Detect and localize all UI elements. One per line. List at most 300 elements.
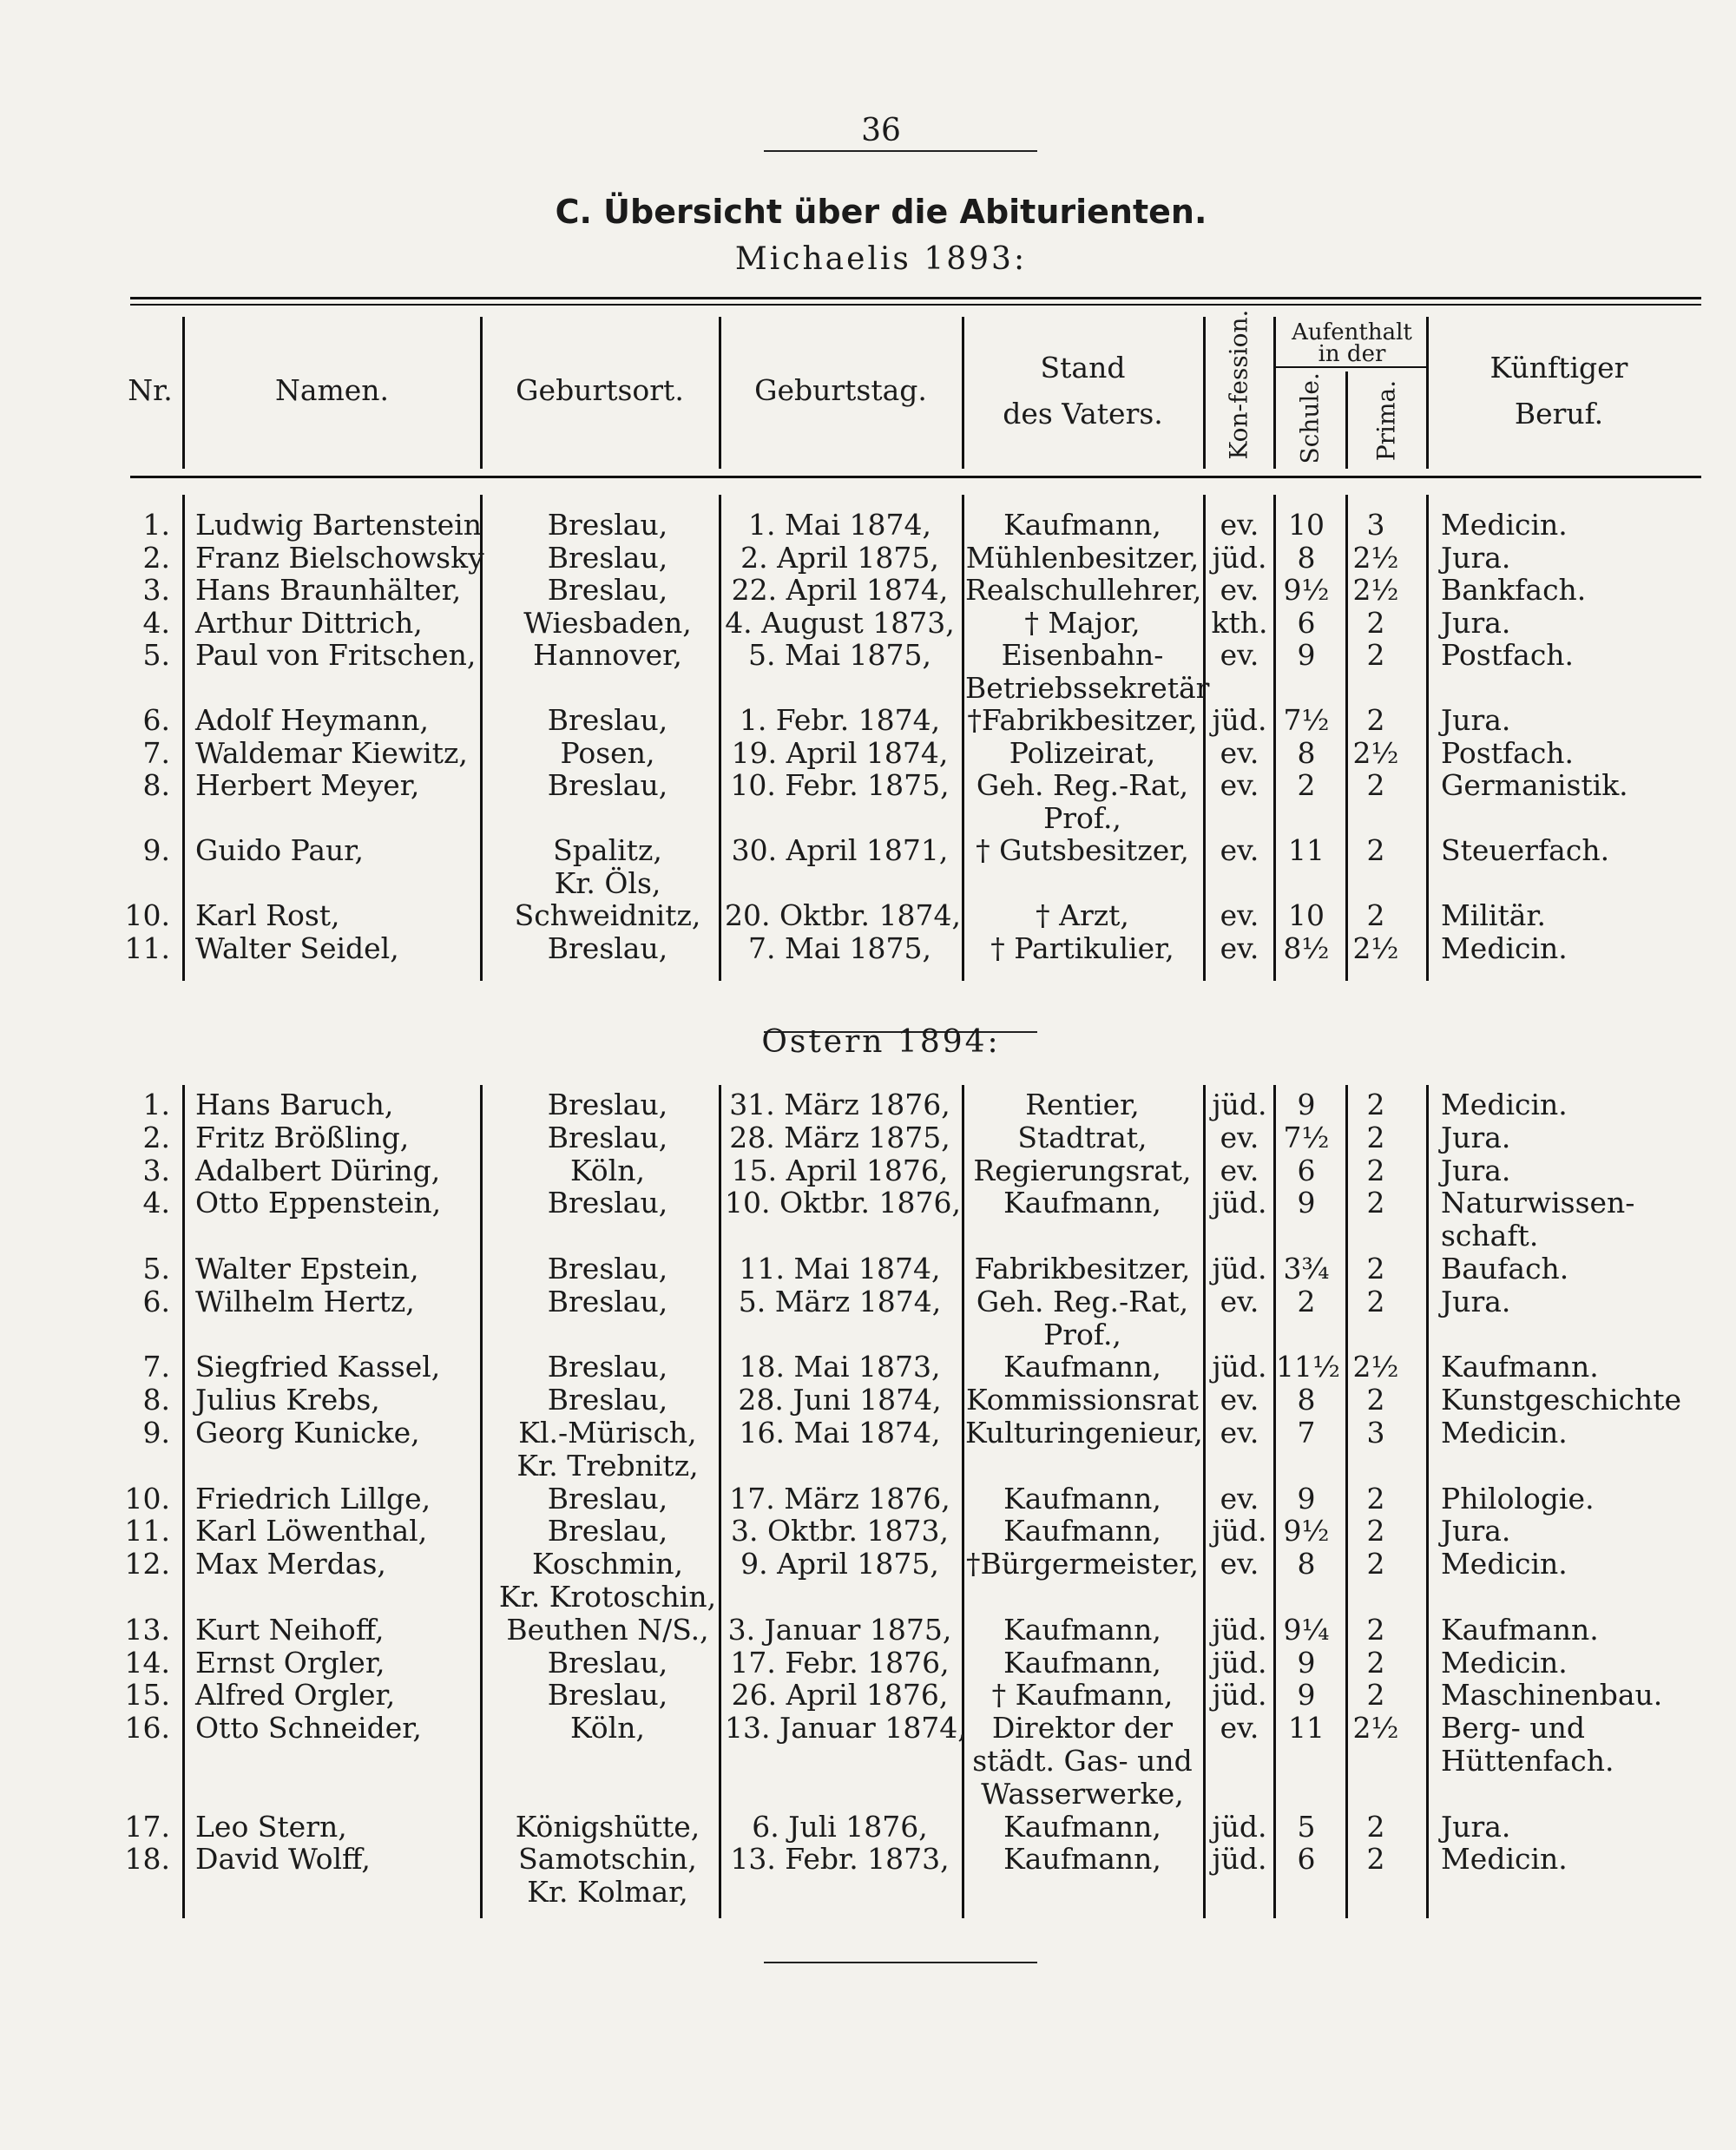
student-name: Georg Kunicke, <box>195 1416 420 1450</box>
header-beruf-line2: Beruf. <box>1514 397 1604 431</box>
future-profession: Jura. <box>1441 1514 1511 1548</box>
row-number: 2. <box>142 540 170 575</box>
student-name: Wilhelm Hertz, <box>195 1284 415 1318</box>
row-number: 5. <box>142 1252 170 1285</box>
birthplace: Schweidnitz, <box>514 898 701 932</box>
row-number: 9. <box>142 833 170 867</box>
header-nr: Nr. <box>128 373 173 407</box>
row-number: 4. <box>142 605 170 640</box>
years-prima: 2½ <box>1352 735 1399 770</box>
row-number: 13. <box>124 1612 170 1647</box>
birthplace: Breslau, <box>547 1383 668 1417</box>
future-profession: Postfach. <box>1441 638 1575 672</box>
confession: jüd. <box>1212 1350 1267 1384</box>
header-beruf-line1: Künftiger <box>1489 351 1628 385</box>
birthplace: Köln, <box>570 1153 645 1187</box>
header-aufenthalt-line1: Aufenthalt <box>1292 319 1412 345</box>
future-profession: Germanistik. <box>1441 768 1628 802</box>
birthdate: 19. April 1874, <box>731 735 949 770</box>
father-occupation: Fabrikbesitzer, <box>974 1252 1191 1285</box>
birthplace: Breslau, <box>547 1186 668 1220</box>
table-row <box>0 1546 1736 1582</box>
row-number: 10. <box>124 898 170 932</box>
confession: jüd. <box>1212 1514 1267 1548</box>
page-number-rule <box>764 150 1037 152</box>
birthplace: Breslau, <box>547 768 668 802</box>
birthdate: 6. Juli 1876, <box>752 1809 928 1844</box>
header-bottom-rule <box>130 476 1701 478</box>
father-occupation: Mühlenbesitzer, <box>965 540 1200 575</box>
years-school: 6 <box>1297 1153 1316 1187</box>
birthplace: Kr. Kolmar, <box>527 1875 688 1910</box>
student-name: Walter Seidel, <box>195 930 399 965</box>
birthdate: 28. Juni 1874, <box>738 1383 942 1417</box>
years-prima: 2½ <box>1352 540 1399 575</box>
father-occupation: Regierungsrat, <box>973 1153 1192 1187</box>
table-row <box>0 670 1736 707</box>
years-school: 7½ <box>1283 703 1330 737</box>
student-name: Siegfried Kassel, <box>195 1350 441 1384</box>
birthplace: Spalitz, <box>553 833 662 867</box>
years-prima: 2 <box>1366 1547 1385 1581</box>
birthplace: Wiesbaden, <box>523 605 692 640</box>
row-number: 11. <box>124 930 170 965</box>
father-occupation: Kulturingenieur, <box>965 1416 1203 1450</box>
years-prima: 2½ <box>1352 1350 1399 1384</box>
birthdate: 15. April 1876, <box>731 1153 949 1187</box>
table-row <box>0 1579 1736 1615</box>
father-occupation: Kaufmann, <box>1003 1186 1161 1220</box>
father-occupation: Rentier, <box>1025 1088 1140 1121</box>
birthdate: 5. Mai 1875, <box>748 638 931 672</box>
row-number: 7. <box>142 1350 170 1384</box>
years-prima: 2 <box>1366 1612 1385 1647</box>
confession: jüd. <box>1212 1645 1267 1680</box>
table-row <box>0 1120 1736 1156</box>
years-prima: 2 <box>1366 768 1385 802</box>
father-occupation: Direktor der <box>991 1711 1174 1746</box>
confession: ev. <box>1220 638 1259 672</box>
birthdate: 13. Januar 1874, <box>725 1711 967 1746</box>
confession: jüd. <box>1212 1612 1267 1647</box>
header-prima: Prima. <box>1371 379 1401 462</box>
page-number: 36 <box>861 113 901 148</box>
years-prima: 2½ <box>1352 930 1399 965</box>
table-row <box>0 897 1736 934</box>
years-school: 7 <box>1297 1416 1316 1450</box>
col-divider-stand <box>1203 317 1206 469</box>
row-number: 16. <box>124 1711 170 1746</box>
years-prima: 3 <box>1366 1416 1385 1450</box>
student-name: Otto Eppenstein, <box>195 1186 442 1220</box>
header-name: Namen. <box>274 373 390 407</box>
birthplace: Breslau, <box>547 1645 668 1680</box>
confession: kth. <box>1211 605 1268 640</box>
years-school: 8 <box>1297 1383 1316 1417</box>
father-occupation: † Major, <box>1024 605 1141 640</box>
future-profession: Naturwissen- <box>1441 1186 1635 1220</box>
table-row <box>0 767 1736 804</box>
row-number: 3. <box>142 573 170 607</box>
birthplace: Kr. Öls, <box>554 865 661 900</box>
birthdate: 18. Mai 1873, <box>739 1350 941 1384</box>
birthdate: 16. Mai 1874, <box>739 1416 941 1450</box>
table-row <box>0 1153 1736 1189</box>
header-schule: Schule. <box>1295 372 1325 464</box>
father-occupation: Geh. Reg.-Rat, <box>976 768 1189 802</box>
birthplace: Breslau, <box>547 703 668 737</box>
confession: ev. <box>1220 930 1259 965</box>
father-occupation: Kaufmann, <box>1003 1645 1161 1680</box>
student-name: Walter Epstein, <box>195 1252 419 1285</box>
row-number: 8. <box>142 1383 170 1417</box>
student-name: Karl Löwenthal, <box>195 1514 428 1548</box>
table-row <box>0 540 1736 576</box>
birthdate: 5. März 1874, <box>738 1284 942 1318</box>
confession: jüd. <box>1212 1186 1267 1220</box>
confession: jüd. <box>1212 1252 1267 1285</box>
table-row <box>0 1087 1736 1123</box>
table-row <box>0 1710 1736 1746</box>
confession: ev. <box>1220 833 1259 867</box>
father-occupation: † Gutsbesitzer, <box>976 833 1189 867</box>
section-heading-ostern: Ostern 1894: <box>761 1024 1001 1060</box>
row-number: 15. <box>124 1678 170 1713</box>
years-prima: 2 <box>1366 1284 1385 1318</box>
birthdate: 7. Mai 1875, <box>748 930 931 965</box>
table-row <box>0 735 1736 772</box>
future-profession: Baufach. <box>1441 1252 1569 1285</box>
birthplace: Breslau, <box>547 1514 668 1548</box>
row-number: 17. <box>124 1809 170 1844</box>
birthdate: 4. August 1873, <box>725 605 955 640</box>
years-prima: 2 <box>1366 1120 1385 1154</box>
student-name: Hans Baruch, <box>195 1088 394 1121</box>
future-profession: Medicin. <box>1441 930 1568 965</box>
confession: ev. <box>1220 1284 1259 1318</box>
student-name: Friedrich Lillge, <box>195 1481 431 1516</box>
row-number: 9. <box>142 1416 170 1450</box>
years-prima: 2 <box>1366 1481 1385 1516</box>
confession: ev. <box>1220 735 1259 770</box>
table-row <box>0 1645 1736 1681</box>
father-occupation: Prof., <box>1043 1317 1121 1351</box>
years-prima: 2 <box>1366 1153 1385 1187</box>
student-name: Adalbert Düring, <box>195 1153 441 1187</box>
years-school: 9½ <box>1283 573 1330 607</box>
years-prima: 2 <box>1366 638 1385 672</box>
father-occupation: Kaufmann, <box>1003 1809 1161 1844</box>
col-divider-schule <box>1345 371 1348 469</box>
student-name: Waldemar Kiewitz, <box>195 735 468 770</box>
student-name: Herbert Meyer, <box>195 768 420 802</box>
birthdate: 28. März 1875, <box>729 1120 950 1154</box>
future-profession: Kaufmann. <box>1441 1350 1599 1384</box>
birthplace: Breslau, <box>547 1481 668 1516</box>
student-name: Guido Paur, <box>195 833 364 867</box>
years-school: 9 <box>1297 1678 1316 1713</box>
col-divider-datum <box>962 317 964 469</box>
birthplace: Königshütte, <box>515 1809 700 1844</box>
row-number: 1. <box>142 508 170 542</box>
row-number: 3. <box>142 1153 170 1187</box>
row-number: 6. <box>142 703 170 737</box>
confession: ev. <box>1220 1120 1259 1154</box>
father-occupation: † Partikulier, <box>990 930 1174 965</box>
confession: ev. <box>1220 768 1259 802</box>
table-row <box>0 1317 1736 1353</box>
table-row <box>0 572 1736 608</box>
future-profession: schaft. <box>1441 1219 1539 1253</box>
birthdate: 3. Oktbr. 1873, <box>730 1514 949 1548</box>
years-school: 10 <box>1288 508 1325 542</box>
birthdate: 30. April 1871, <box>731 833 949 867</box>
section-heading-michaelis: Michaelis 1893: <box>734 241 1028 277</box>
birthplace: Beuthen N/S., <box>506 1612 709 1647</box>
table-row <box>0 507 1736 543</box>
row-number: 7. <box>142 735 170 770</box>
confession: ev. <box>1220 1481 1259 1516</box>
birthplace: Breslau, <box>547 930 668 965</box>
student-name: Franz Bielschowsky <box>195 540 484 575</box>
future-profession: Philologie. <box>1441 1481 1595 1516</box>
birthdate: 10. Oktbr. 1876, <box>725 1186 962 1220</box>
header-ort: Geburtsort. <box>516 373 684 407</box>
row-number: 10. <box>124 1481 170 1516</box>
birthdate: 26. April 1876, <box>731 1678 949 1713</box>
row-number: 12. <box>124 1547 170 1581</box>
father-occupation: Kaufmann, <box>1003 1481 1161 1516</box>
future-profession: Medicin. <box>1441 1088 1568 1121</box>
years-prima: 2 <box>1366 605 1385 640</box>
table-end-rule <box>764 1962 1037 1963</box>
student-name: Max Merdas, <box>195 1547 386 1581</box>
father-occupation: Kaufmann, <box>1003 1842 1161 1877</box>
student-name: Alfred Orgler, <box>195 1678 396 1713</box>
years-prima: 2 <box>1366 1383 1385 1417</box>
future-profession: Medicin. <box>1441 1842 1568 1877</box>
birthdate: 10. Febr. 1875, <box>730 768 950 802</box>
confession: jüd. <box>1212 1088 1267 1121</box>
father-occupation: Betriebssekretär <box>965 670 1210 705</box>
father-occupation: † Arzt, <box>1036 898 1129 932</box>
years-school: 6 <box>1297 1842 1316 1877</box>
table-row <box>0 702 1736 739</box>
future-profession: Jura. <box>1441 1809 1511 1844</box>
table-row <box>0 637 1736 674</box>
years-school: 6 <box>1297 605 1316 640</box>
birthplace: Posen, <box>560 735 655 770</box>
table-row <box>0 865 1736 902</box>
student-name: Leo Stern, <box>195 1809 347 1844</box>
student-name: Arthur Dittrich, <box>195 605 423 640</box>
future-profession: Berg- und <box>1441 1711 1585 1746</box>
years-school: 2 <box>1297 768 1316 802</box>
table-row <box>0 1809 1736 1845</box>
row-number: 18. <box>124 1842 170 1877</box>
father-occupation: Kaufmann, <box>1003 1612 1161 1647</box>
father-occupation: †Fabrikbesitzer, <box>967 703 1198 737</box>
birthdate: 3. Januar 1875, <box>727 1612 952 1647</box>
table-row <box>0 1284 1736 1320</box>
years-prima: 2 <box>1366 1186 1385 1220</box>
father-occupation: Kommissionsrat <box>966 1383 1199 1417</box>
birthplace: Breslau, <box>547 1678 668 1713</box>
birthplace: Breslau, <box>547 1252 668 1285</box>
years-school: 3¾ <box>1283 1252 1330 1285</box>
birthplace: Breslau, <box>547 1120 668 1154</box>
page-title: C. Übersicht über die Abiturienten. <box>555 193 1207 231</box>
student-name: Fritz Brößling, <box>195 1120 410 1154</box>
father-occupation: Kaufmann, <box>1003 1350 1161 1384</box>
future-profession: Kaufmann. <box>1441 1612 1599 1647</box>
years-prima: 2 <box>1366 1252 1385 1285</box>
father-occupation: Prof., <box>1043 800 1121 835</box>
years-prima: 2 <box>1366 1088 1385 1121</box>
birthdate: 31. März 1876, <box>729 1088 950 1121</box>
confession: ev. <box>1220 1547 1259 1581</box>
header-stand-line2: des Vaters. <box>1003 397 1163 431</box>
years-prima: 2 <box>1366 1645 1385 1680</box>
table-row <box>0 605 1736 641</box>
birthplace: Köln, <box>570 1711 645 1746</box>
father-occupation: Kaufmann, <box>1003 508 1161 542</box>
future-profession: Bankfach. <box>1441 573 1587 607</box>
years-school: 7½ <box>1283 1120 1330 1154</box>
confession: ev. <box>1220 1416 1259 1450</box>
student-name: Hans Braunhälter, <box>195 573 462 607</box>
years-prima: 2 <box>1366 833 1385 867</box>
student-name: Ernst Orgler, <box>195 1645 385 1680</box>
years-prima: 2 <box>1366 1842 1385 1877</box>
birthdate: 13. Febr. 1873, <box>730 1842 950 1877</box>
row-number: 6. <box>142 1284 170 1318</box>
confession: ev. <box>1220 1711 1259 1746</box>
birthplace: Kr. Trebnitz, <box>516 1448 699 1483</box>
header-aufenthalt-line2: in der <box>1318 341 1386 367</box>
row-number: 1. <box>142 1088 170 1121</box>
future-profession: Steuerfach. <box>1441 833 1610 867</box>
birthplace: Kr. Krotoschin, <box>498 1580 717 1614</box>
birthplace: Breslau, <box>547 573 668 607</box>
future-profession: Medicin. <box>1441 1416 1568 1450</box>
years-school: 11 <box>1288 833 1325 867</box>
table-row <box>0 832 1736 869</box>
years-school: 8½ <box>1283 930 1330 965</box>
table-top-rule-2 <box>130 304 1701 306</box>
years-school: 8 <box>1297 1547 1316 1581</box>
years-school: 5 <box>1297 1809 1316 1844</box>
birthdate: 20. Oktbr. 1874, <box>725 898 962 932</box>
confession: ev. <box>1220 508 1259 542</box>
table-row <box>0 1481 1736 1517</box>
table-row <box>0 1841 1736 1877</box>
table-row <box>0 1251 1736 1287</box>
birthdate: 11. Mai 1874, <box>739 1252 941 1285</box>
table-row <box>0 1448 1736 1484</box>
birthplace: Koschmin, <box>532 1547 683 1581</box>
confession: jüd. <box>1212 1842 1267 1877</box>
table-row <box>0 1218 1736 1254</box>
years-school: 8 <box>1297 735 1316 770</box>
future-profession: Medicin. <box>1441 1547 1568 1581</box>
years-school: 2 <box>1297 1284 1316 1318</box>
father-occupation: Geh. Reg.-Rat, <box>976 1284 1189 1318</box>
confession: jüd. <box>1212 1678 1267 1713</box>
birthplace: Kl.-Mürisch, <box>518 1416 697 1450</box>
row-number: 14. <box>124 1645 170 1680</box>
years-prima: 2 <box>1366 1809 1385 1844</box>
row-number: 5. <box>142 638 170 672</box>
years-school: 9 <box>1297 1645 1316 1680</box>
years-school: 11 <box>1288 1711 1325 1746</box>
father-occupation: Realschullehrer, <box>965 573 1202 607</box>
years-school: 9 <box>1297 638 1316 672</box>
father-occupation: städt. Gas- und <box>972 1744 1193 1778</box>
student-name: Kurt Neihoff, <box>195 1612 385 1647</box>
birthplace: Breslau, <box>547 540 668 575</box>
confession: ev. <box>1220 898 1259 932</box>
header-konfession: Kon-fession. <box>1224 309 1253 460</box>
table-row <box>0 930 1736 967</box>
col-divider-nr <box>182 317 185 469</box>
future-profession: Medicin. <box>1441 508 1568 542</box>
future-profession: Jura. <box>1441 703 1511 737</box>
father-occupation: Stadtrat, <box>1017 1120 1147 1154</box>
birthdate: 9. April 1875, <box>740 1547 939 1581</box>
future-profession: Jura. <box>1441 605 1511 640</box>
years-prima: 2 <box>1366 1514 1385 1548</box>
row-number: 11. <box>124 1514 170 1548</box>
confession: jüd. <box>1212 540 1267 575</box>
table-row <box>0 1677 1736 1713</box>
years-prima: 2½ <box>1352 573 1399 607</box>
years-school: 10 <box>1288 898 1325 932</box>
birthdate: 1. Febr. 1874, <box>739 703 941 737</box>
birthplace: Breslau, <box>547 1088 668 1121</box>
table-row <box>0 1185 1736 1221</box>
future-profession: Militär. <box>1441 898 1547 932</box>
header-stand-line1: Stand <box>1040 351 1126 385</box>
future-profession: Medicin. <box>1441 1645 1568 1680</box>
birthplace: Breslau, <box>547 1284 668 1318</box>
future-profession: Maschinenbau. <box>1441 1678 1663 1713</box>
years-school: 9 <box>1297 1186 1316 1220</box>
row-number: 8. <box>142 768 170 802</box>
father-occupation: † Kaufmann, <box>991 1678 1174 1713</box>
birthplace: Samotschin, <box>518 1842 697 1877</box>
birthplace: Hannover, <box>533 638 682 672</box>
years-school: 11½ <box>1276 1350 1340 1384</box>
years-school: 9¼ <box>1283 1612 1330 1647</box>
years-prima: 2½ <box>1352 1711 1399 1746</box>
years-school: 9 <box>1297 1481 1316 1516</box>
table-row <box>0 1513 1736 1549</box>
future-profession: Jura. <box>1441 1284 1511 1318</box>
future-profession: Jura. <box>1441 540 1511 575</box>
father-occupation: Polizeirat, <box>1009 735 1156 770</box>
years-prima: 2 <box>1366 898 1385 932</box>
future-profession: Kunstgeschichte <box>1441 1383 1682 1417</box>
years-school: 9 <box>1297 1088 1316 1121</box>
future-profession: Postfach. <box>1441 735 1575 770</box>
years-school: 9½ <box>1283 1514 1330 1548</box>
header-datum: Geburtstag. <box>754 373 927 407</box>
table-row <box>0 1612 1736 1648</box>
future-profession: Jura. <box>1441 1153 1511 1187</box>
table-row <box>0 1776 1736 1812</box>
table-row <box>0 1382 1736 1418</box>
